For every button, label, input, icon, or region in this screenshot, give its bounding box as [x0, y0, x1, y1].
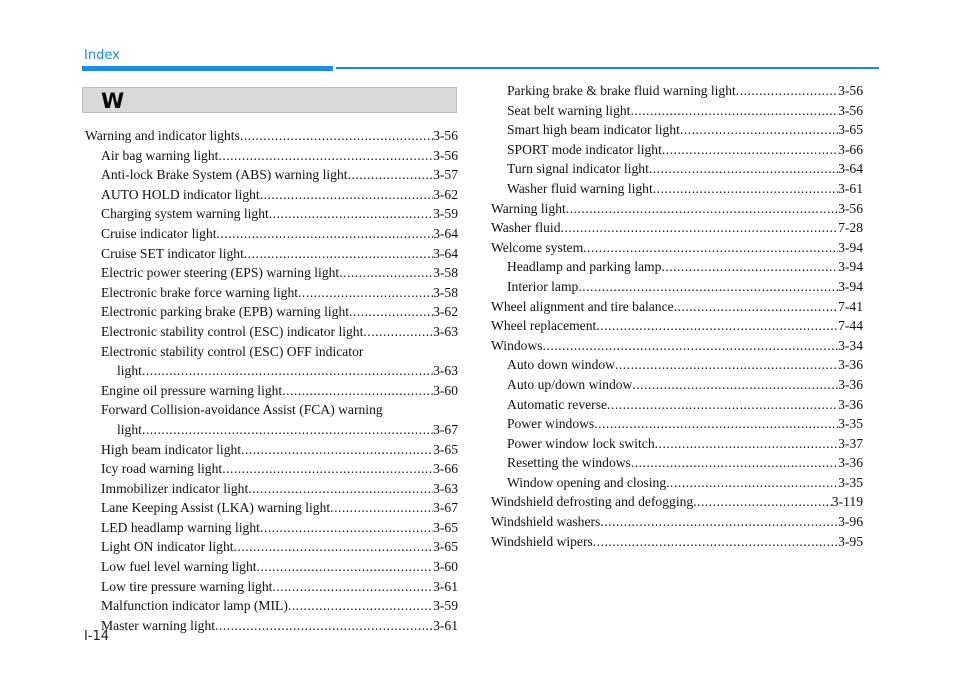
dot-leader [561, 218, 839, 238]
index-entry-label-continued: light [117, 421, 142, 437]
dot-leader [666, 473, 838, 493]
index-entry-label: Electronic stability control (ESC) indicator light [101, 323, 364, 339]
index-entry [85, 146, 458, 166]
dot-leader [217, 224, 434, 244]
index-entry-page: 3-59 [433, 598, 458, 614]
index-entry-label-continued: light [117, 363, 142, 379]
index-entry-page: 3-94 [838, 239, 863, 255]
section-letter-banner [82, 87, 457, 113]
index-entry-label: Power window lock switch [507, 435, 655, 451]
index-entry-label: Charging system warning light [101, 206, 269, 222]
index-entry [491, 414, 863, 434]
index-entry-label: Window opening and closing [507, 474, 667, 490]
index-entry-page: 3-61 [433, 578, 458, 594]
index-entry-page: 3-66 [433, 461, 458, 477]
index-entry-label: Electronic parking brake (EPB) warning light [101, 304, 350, 320]
index-entry-label: Headlamp and parking lamp [507, 259, 662, 275]
index-entry [85, 459, 458, 479]
index-entry-page: 3-65 [433, 441, 458, 457]
index-entry-label: Immobilizer indicator light [101, 480, 249, 496]
index-entry-label: AUTO HOLD indicator light [101, 186, 260, 202]
index-entry-page: 3-60 [433, 382, 458, 398]
index-entry-page: 3-56 [433, 128, 458, 143]
index-entry [491, 434, 863, 454]
index-entry [491, 297, 863, 317]
index-entry [85, 479, 458, 499]
index-entry [85, 185, 458, 205]
dot-leader [655, 434, 838, 454]
dot-leader [215, 616, 433, 636]
dot-leader [272, 577, 433, 597]
dot-leader [288, 596, 433, 616]
index-entry [491, 159, 863, 179]
dot-leader [260, 518, 433, 538]
dot-leader [632, 375, 838, 395]
dot-leader [244, 244, 433, 264]
dot-leader [693, 492, 832, 512]
index-entry-label: Turn signal indicator light [507, 161, 649, 177]
index-entry [85, 537, 458, 557]
index-entry-page: 3-61 [838, 180, 863, 196]
index-entry [491, 453, 863, 473]
index-entry [85, 126, 458, 146]
index-entry-page: 3-63 [433, 363, 458, 379]
index-entry-label: Cruise SET indicator light [101, 245, 244, 261]
dot-leader [543, 336, 839, 356]
index-entry [491, 492, 863, 512]
index-entry-page: 3-119 [831, 494, 863, 510]
index-entry-page: 3-62 [433, 186, 458, 202]
index-entry-page: 3-58 [433, 265, 458, 281]
dot-leader [282, 381, 433, 401]
index-entry-page: 3-63 [433, 480, 458, 496]
index-entry [85, 577, 458, 597]
index-entry-page: 3-67 [433, 500, 458, 516]
index-entry-page: 3-64 [838, 161, 863, 177]
index-entry-page: 3-95 [838, 533, 863, 549]
index-column-right [491, 81, 863, 551]
index-entry-label: Low fuel level warning light [101, 559, 257, 575]
dot-leader [218, 146, 433, 166]
dot-leader [248, 479, 433, 499]
dot-leader [578, 277, 838, 297]
index-entry-label: Lane Keeping Assist (LKA) warning light [101, 500, 331, 516]
dot-leader [142, 420, 433, 440]
index-entry-page: 3-66 [838, 141, 863, 157]
index-entry [85, 224, 458, 244]
index-entry-label: Forward Collision-avoidance Assist (FCA) warning [101, 402, 383, 418]
index-entry [491, 473, 863, 493]
dot-leader [240, 126, 433, 146]
index-entry [85, 204, 458, 224]
dot-leader [653, 179, 838, 199]
index-entry [491, 140, 863, 160]
index-entry [85, 361, 458, 381]
index-entry-page: 3-65 [433, 519, 458, 535]
index-entry-label: Anti-lock Brake System (ABS) warning light [101, 167, 348, 183]
index-entry [491, 336, 863, 356]
dot-leader [257, 557, 434, 577]
dot-leader [631, 453, 838, 473]
index-entry-page: 3-65 [433, 539, 458, 555]
index-entry-page: 3-65 [838, 122, 863, 138]
index-entry-label: Master warning light [101, 617, 216, 633]
index-entry-page: 7-28 [838, 220, 863, 236]
index-entry [491, 257, 863, 277]
dot-leader [583, 238, 838, 258]
index-entry-page: 3-64 [433, 225, 458, 241]
dot-leader [566, 199, 838, 219]
index-entry-label: Malfunction indicator lamp (MIL) [101, 598, 288, 614]
dot-leader [630, 101, 838, 121]
index-entry [85, 518, 458, 538]
index-entry-page: 3-59 [433, 206, 458, 222]
index-entry-label: Low tire pressure warning light [101, 578, 273, 594]
index-entry-label: Cruise indicator light [101, 225, 217, 241]
index-entry [491, 277, 863, 297]
dot-leader [339, 263, 433, 283]
index-entry-page: 3-56 [838, 200, 863, 216]
dot-leader [615, 355, 838, 375]
index-entry-page: 3-36 [838, 396, 863, 412]
page-header-title: Index [84, 48, 120, 63]
index-entry-label: LED headlamp warning light [101, 519, 260, 535]
index-entry [85, 165, 458, 185]
index-entry [491, 199, 863, 219]
index-entry [85, 498, 458, 518]
index-entry-label: Windshield defrosting and defogging [491, 494, 694, 510]
index-entry-page: 3-63 [433, 323, 458, 339]
index-entry-label: Windshield wipers [491, 533, 593, 549]
dot-leader [596, 316, 838, 336]
index-entry-label: Washer fluid [491, 220, 561, 236]
index-entry-label: High beam indicator light [101, 441, 242, 457]
index-entry [85, 302, 458, 322]
index-entry [85, 440, 458, 460]
index-entry-label: Seat belt warning light [507, 102, 631, 118]
dot-leader [330, 498, 433, 518]
index-entry [85, 596, 458, 616]
index-entry [491, 395, 863, 415]
index-entry [491, 179, 863, 199]
index-entry-label: Auto up/down window [507, 376, 633, 392]
index-entry-label: Icy road warning light [101, 461, 223, 477]
index-entry [491, 101, 863, 121]
dot-leader [607, 395, 838, 415]
index-entry [85, 322, 458, 342]
index-entry-label: Wheel alignment and tire balance [491, 298, 674, 314]
index-entry-page: 3-62 [433, 304, 458, 320]
index-entry-label: Auto down window [507, 357, 615, 373]
index-entry-page: 3-34 [838, 337, 863, 353]
index-entry-page: 3-64 [433, 245, 458, 261]
index-entry [491, 512, 863, 532]
header-rule-thin [336, 67, 879, 69]
index-entry-page: 3-56 [838, 83, 863, 98]
index-entry-label: Electronic brake force warning light [101, 284, 299, 300]
index-entry-label: Engine oil pressure warning light [101, 382, 283, 398]
dot-leader [234, 537, 434, 557]
index-entry [491, 355, 863, 375]
index-entry-page: 3-35 [838, 474, 863, 490]
index-entry [85, 381, 458, 401]
index-entry-label: Wheel replacement [491, 318, 597, 334]
index-entry-page: 3-94 [838, 278, 863, 294]
index-entry-label: Windows [491, 337, 543, 353]
dot-leader [680, 120, 838, 140]
index-entry [491, 218, 863, 238]
dot-leader [594, 414, 838, 434]
index-entry-label: Electric power steering (EPS) warning light [101, 265, 340, 281]
index-entry-label: Welcome system [491, 239, 584, 255]
index-entry-label: Parking brake & brake fluid warning light [507, 83, 736, 98]
dot-leader [348, 165, 434, 185]
index-entry-page: 3-36 [838, 376, 863, 392]
index-entry-page: 3-57 [433, 167, 458, 183]
dot-leader [662, 140, 838, 160]
index-entry-label: SPORT mode indicator light [507, 141, 662, 157]
dot-leader [222, 459, 433, 479]
dot-leader [142, 361, 433, 381]
index-entry-page: 3-56 [838, 102, 863, 118]
dot-leader [298, 283, 433, 303]
index-entry-label: Warning and indicator lights [85, 128, 240, 143]
index-entry [491, 375, 863, 395]
index-entry [85, 263, 458, 283]
index-entry-label: Windshield washers [491, 514, 601, 530]
index-entry-page: 7-44 [838, 318, 863, 334]
index-entry [491, 532, 863, 552]
page-number: I-14 [84, 629, 110, 644]
dot-leader [241, 440, 433, 460]
dot-leader [649, 159, 838, 179]
index-entry-page: 3-61 [433, 617, 458, 633]
index-entry-page: 3-96 [838, 514, 863, 530]
dot-leader [661, 257, 838, 277]
index-entry-label: Smart high beam indicator light [507, 122, 680, 138]
dot-leader [674, 297, 838, 317]
index-entry [491, 81, 863, 101]
index-entry [491, 120, 863, 140]
index-entry-label: Washer fluid warning light [507, 180, 653, 196]
dot-leader [600, 512, 838, 532]
dot-leader [736, 81, 838, 101]
index-entry-page: 3-60 [433, 559, 458, 575]
index-entry-label: Resetting the windows [507, 455, 631, 471]
index-entry-label: Electronic stability control (ESC) OFF indicator [101, 343, 364, 359]
index-entry [85, 616, 458, 636]
index-entry-page: 3-36 [838, 455, 863, 471]
index-entry [85, 420, 458, 440]
dot-leader [593, 532, 838, 552]
index-entry-label: Interior lamp [507, 278, 579, 294]
header-rule-thick [82, 66, 333, 71]
index-entry [85, 244, 458, 264]
index-entry-page: 7-41 [838, 298, 863, 314]
index-entry-page: 3-94 [838, 259, 863, 275]
index-entry-page: 3-37 [838, 435, 863, 451]
index-entry-label: Light ON indicator light [101, 539, 234, 555]
index-entry-label: Automatic reverse [507, 396, 608, 412]
section-letter: W [101, 89, 125, 113]
index-entry [85, 283, 458, 303]
index-entry [85, 557, 458, 577]
index-entry-label: Air bag warning light [101, 147, 219, 163]
index-entry-page: 3-56 [433, 147, 458, 163]
index-entry-label: Warning light [491, 200, 566, 216]
dot-leader [349, 302, 433, 322]
dot-leader [363, 322, 433, 342]
index-entry-page: 3-35 [838, 416, 863, 432]
index-entry-page: 3-58 [433, 284, 458, 300]
index-entry-page: 3-67 [433, 421, 458, 437]
dot-leader [260, 185, 433, 205]
index-entry-label: Power windows [507, 416, 595, 432]
dot-leader [269, 204, 433, 224]
index-column-left [85, 126, 458, 635]
index-entry [491, 316, 863, 336]
index-entry [491, 238, 863, 258]
index-entry-page: 3-36 [838, 357, 863, 373]
